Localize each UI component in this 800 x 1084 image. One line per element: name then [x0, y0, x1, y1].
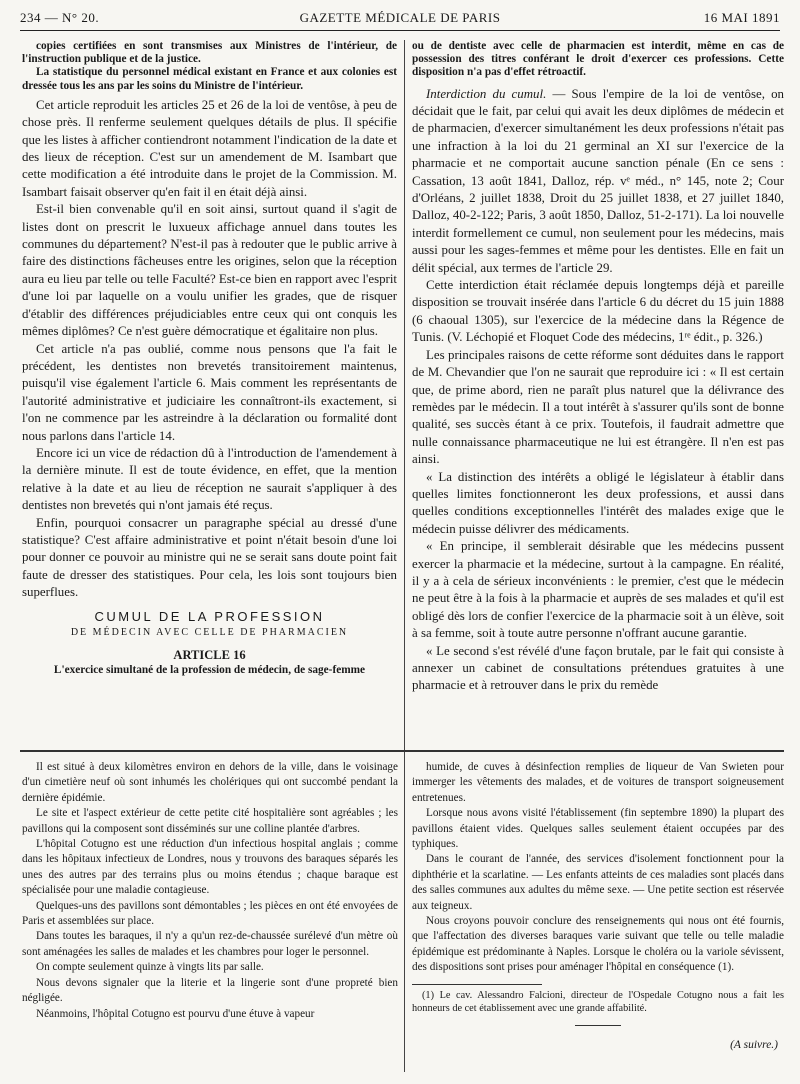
- paragraph: Nous croyons pouvoir conclure des renseignements qui nous ont été fournis, que l'affectation des diverses baraques varie suivant que telle ou telle maladie épidémique est prédominante à Naples. Lorsque le choléra ou la variole sévissent, des dispositions sont prises pour aménager l'hôpital en conséquence (1).: [412, 915, 784, 974]
- paragraph: Le site et l'aspect extérieur de cette petite cité hospitalière sont agréables ; les pavillons qui la composent sont disséminés sur une colline plantée d'arbres.: [22, 807, 398, 835]
- paragraph: Nous devons signaler que la literie et la lingerie sont d'une propreté bien négligée.: [22, 976, 398, 1005]
- article-text: L'exercice simultané de la profession de médecin, de sage-femme: [53, 663, 366, 676]
- paragraph: Cet article n'a pas oublié, comme nous pensons que l'a fait le précédent, les dentistes non brevetés transitoirement maintenus, puisqu'il vise également l'article 6. Mais comment les représentants de l'autorité administrative et judiciaire les connaîtront-ils exactement, si l'on ne commence par les astreindre à la déclaration ou formalité dont nous parlons dans l'article 14.: [22, 341, 397, 443]
- paragraph: Quelques-uns des pavillons sont démontables ; les pièces en ont été envoyées de Paris et assemblées sur place.: [22, 899, 398, 928]
- top-right-column: [412, 40, 784, 740]
- footnote: (1) Le cav. Alessandro Falcioni, directeur de l'Ospedale Cotugno nous a fait les honneurs de cet établissement avec une grande affabilité.: [412, 989, 784, 1014]
- paragraph: Les principales raisons de cette réforme sont déduites dans le rapport de M. Chevandier que l'on ne saurait que reproduire ici : « Il est certain que, de prime abord, rien ne paraît plus naturel que la délivrance des remèdes par le médecin. Il a tout intérêt à s'assurer qu'ils sont de bonne qualité, ses succès étant à ce prix. Toutefois, il faudrait admettre que nulle connaissance pharmaceutique ne lui est étrangère. Il n'en est pas ainsi.: [412, 347, 784, 467]
- section-heading: CUMUL DE LA PROFESSION: [94, 608, 325, 624]
- quoted-law-text: ou de dentiste avec celle de pharmacien est interdit, même en cas de possession des titres conférant le droit d'exercer ces professions. Cette disposition n'a pas d'effet rétroactif.: [412, 40, 784, 79]
- column-divider: [404, 40, 405, 1072]
- footnote-rule: [412, 984, 542, 985]
- paragraph-lead: Interdiction du cumul.: [426, 86, 547, 101]
- paragraph: Néanmoins, l'hôpital Cotugno est pourvu d'une étuve à vapeur: [36, 1007, 315, 1020]
- paragraph: Cet article reproduit les articles 25 et 26 de la loi de ventôse, à peu de chose près. Il renferme seulement quelques détails de plus. Il spécifie que les listes à afficher contiendront notamment l'indication de la date et des lieux de réception. C'est sur un amendement de M. Isambart que cette modification a été introduite dans le projet de la Commission. M. Isambart faisait observer qu'en fait il en était déjà ainsi.: [22, 97, 397, 199]
- paragraph: L'hôpital Cotugno est une réduction d'un infectious hospital anglais ; comme dans les hôpitaux infectieux de Londres, nous y trouvons des baraques séparés les unes des autres par des terrains plus ou moins étendus ; chaque baraque est spécialisée pour une maladie contagieuse.: [22, 838, 398, 897]
- bottom-right-column: [412, 760, 784, 1080]
- page-header: [20, 4, 780, 31]
- journal-title: GAZETTE MÉDICALE DE PARIS: [299, 10, 501, 25]
- paragraph: humide, de cuves à désinfection remplies de liqueur de Van Swieten pour immerger les vêtements des malades, et de voitures de transport soigneusement entretenues.: [412, 761, 784, 804]
- top-left-column: [22, 40, 397, 740]
- bottom-left-column: [22, 760, 398, 1080]
- section-divider: [20, 750, 784, 752]
- paragraph: Est-il bien convenable qu'il en soit ainsi, surtout quand il s'agit de listes dont on prescrit le luxueux affichage annuel dans toutes les communes du département? N'est-il pas à redouter que le public arrive à faire des distinctions fâcheuses entre les origines, selon que la réception aura eu lieu par telle ou telle Faculté? Est-ce bien en rapport avec l'esprit d'une loi par laquelle on a voulu unifier les grades, que de risquer d'établir des différences préjudiciables entre ceux qui ont conquis les mêmes diplômes? Ce n'est guère démocratique et égalitaire non plus.: [22, 202, 397, 339]
- quoted-law-text: copies certifiées en sont transmises aux Ministres de l'intérieur, de l'instruction publique et de la justice.: [22, 40, 397, 66]
- quoted-law-text: La statistique du personnel médical existant en France et aux colonies est dressée tous les ans par les soins du Ministre de l'intérieur.: [22, 66, 397, 92]
- paragraph: Enfin, pourquoi consacrer un paragraphe spécial au dressé d'une statistique? C'est affaire administrative et point n'était besoin d'une loi pour donner ce pouvoir au ministre qui ne se serait sans doute point fait faute de dresser des statistiques. Pour cela, les lois sont toujours bien superflues.: [22, 515, 397, 600]
- paragraph: Lorsque nous avons visité l'établissement (fin septembre 1890) la plupart des pavillons étaient vides. Quelques salles seulement étaient occupées par des typhiques.: [412, 807, 784, 851]
- paragraph: Dans le courant de l'année, des services d'isolement fonctionnent pour la diphthérie et la scarlatine. — Les enfants atteints de ces maladies sont placés dans des salles communes aux adultes du même sexe. — Une petite section est réservée aux teigneux.: [412, 853, 784, 912]
- to-be-continued: (A suivre.): [730, 1039, 778, 1052]
- paragraph: Il est situé à deux kilomètres environ en dehors de la ville, dans le voisinage d'un cimetière neuf où sont inhumés les cholériques qui ont succombé pendant la dernière épidémie.: [22, 761, 398, 804]
- paragraph: On compte seulement quinze à vingts lits par salle.: [36, 961, 264, 974]
- paragraph: « La distinction des intérêts a obligé le législateur à établir dans quelles limites fonctionneront les deux professions, et aussi dans quelles conditions exceptionnelles l'intérêt des malades exige que le médecin puisse délivrer des médicaments.: [412, 469, 784, 536]
- paragraph: Interdiction du cumul. — Sous l'empire de la loi de ventôse, on décidait que le fait, par celui qui avait les deux diplômes de médecin et de pharmacien, d'exercer simultanément les deux professions n'était pas une infraction à la loi du 21 germinal an XI sur l'exercice de la pharmacie et ne comportait aucune sanction pénale (En ce sens : Cassation, 13 août 1841, Dalloz, rép. vᵉ méd., n° 145, note 2; Cour d'Orléans, 2 juillet 1838, Droit du 25 juillet 1838, et 27 juillet 1840, Dalloz, 40-2-122; Paris, 3 août 1850, Dalloz, 51-2-171). La loi nouvelle interdit formellement ce cumul, non seulement pour les médecins, mais aussi pour les sages-femmes et même pour les dentistes. Elle en fait un délit spécial, aux termes de l'article 29.: [412, 86, 784, 275]
- page-number: 234 — N° 20.: [20, 10, 100, 25]
- paragraph: Cette interdiction était réclamée depuis longtemps déjà et pareille disposition se trouvait insérée dans l'article 6 du décret du 15 juin 1888 (6 chaoual 1305), sur l'exercice de la médecine dans la Régence de Tunis. (V. Léchopié et Floquet Code des médecins, 1ʳᵉ édit., p. 326.): [412, 278, 784, 345]
- paragraph: « En principe, il semblerait désirable que les médecins pussent exercer la pharmacie et la médecine, surtout à la campagne. En réalité, il y a à cela de sérieux inconvénients : le premier, c'est que le médecin ne peut être à la fois à la pharmacie et auprès de ses malades et qu'il est obligé dès lors de confier l'exercice de la pharmacie soit à un élève, soit à sa femme, soit à toute autre personne n'offrant aucune garantie.: [412, 539, 784, 641]
- section-subheading: DE MÉDECIN AVEC CELLE DE PHARMACIEN: [70, 626, 349, 638]
- issue-date: 16 MAI 1891: [703, 10, 780, 25]
- paragraph: Encore ici un vice de rédaction dû à l'introduction de l'amendement à la dernière minute. Il est de toute évidence, en effet, que la mention relative à la date et au lieu de réception ne saurait s'appliquer à des dentistes non brevetés qui n'ont jamais été reçus.: [22, 445, 397, 513]
- paragraph: Dans toutes les baraques, il n'y a qu'un rez-de-chaussée surélevé d'un mètre où sont aménagées les salles de malades et les chambres pour loger le personnel.: [22, 930, 398, 958]
- end-rule: [575, 1025, 621, 1026]
- paragraph: « Le second s'est révélé d'une façon brutale, par le fait qui consiste à annexer un cabinet de consultations prétendues gratuites à une pharmacie et à retrouver dans le prix du remède: [412, 643, 784, 693]
- article-heading: ARTICLE 16: [173, 647, 246, 662]
